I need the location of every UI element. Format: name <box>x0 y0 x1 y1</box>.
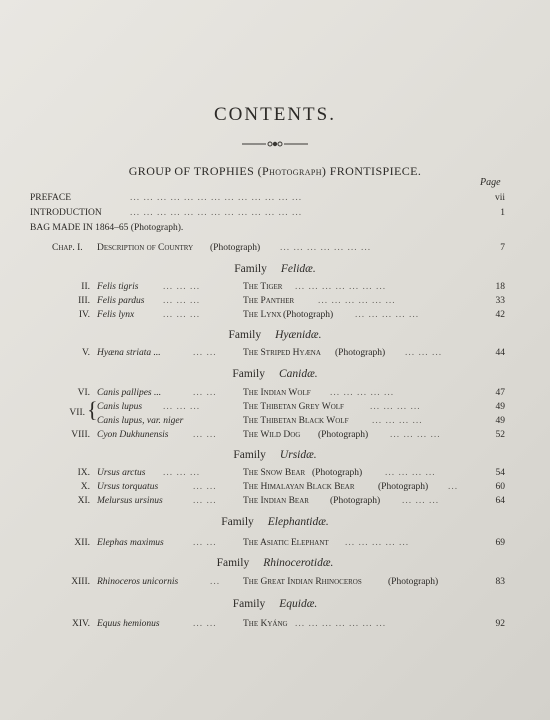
family-label: Family <box>232 598 266 610</box>
leader-dots: ... ... ... ... ... ... ... ... ... ... ... ... ... <box>130 208 303 218</box>
entry-extra: (Photograph) <box>330 496 381 506</box>
toc-entry <box>0 577 550 591</box>
frontispiece-tail: ) FRONTISPIECE. <box>321 164 422 178</box>
toc-row-bag <box>0 223 550 237</box>
toc-entry <box>0 296 550 310</box>
entry-number: XIV. <box>71 619 90 629</box>
leader-dots: ... ... ... ... ... <box>355 310 420 320</box>
toc-entry <box>0 538 550 552</box>
entry-number: XIII. <box>71 577 90 587</box>
entry-number: VII. <box>69 408 85 418</box>
leader-dots: ... ... <box>193 619 217 629</box>
entry-scientific-name: Canis lupus, var. niger <box>97 416 184 426</box>
entry-page: 33 <box>495 296 505 306</box>
entry-number: III. <box>78 296 90 306</box>
leader-dots: ... ... ... <box>163 310 201 320</box>
entry-scientific-name: Canis pallipes ... <box>97 388 162 398</box>
entry-scientific-name: Melursus ursinus <box>97 496 163 506</box>
entry-scientific-name: Equus hemionus <box>97 619 160 629</box>
family-name: Ursidæ. <box>279 449 317 461</box>
entry-scientific-name: Hyæna striata ... <box>97 348 161 358</box>
entry-scientific-name: Felis lynx <box>97 310 135 320</box>
brace-mark: { <box>87 397 98 422</box>
entry-number: XII. <box>74 538 90 548</box>
entry-common-name: The Indian Bear <box>243 496 309 506</box>
family-label: Family <box>233 449 266 461</box>
family-heading <box>0 449 550 461</box>
toc-page: 1 <box>500 208 505 218</box>
leader-dots: ... ... <box>193 388 217 398</box>
family-name: Felidæ. <box>280 263 316 275</box>
entry-common-name: The Striped Hyæna <box>243 348 321 358</box>
family-name: Equidæ. <box>279 598 318 610</box>
toc-entry <box>0 402 550 416</box>
entry-scientific-name: Elephas maximus <box>97 538 164 548</box>
toc-page: vii <box>494 193 505 203</box>
entry-page: 54 <box>495 468 505 478</box>
leader-dots: ... <box>448 482 459 492</box>
family-heading <box>0 516 550 528</box>
toc-entry <box>0 619 550 633</box>
toc-row-introduction <box>0 208 550 222</box>
toc-label: BAG MADE IN 1864–65 (Photograph). <box>30 223 184 233</box>
family-name: Canidæ. <box>278 368 318 380</box>
leader-dots: ... ... ... ... <box>385 468 436 478</box>
entry-scientific-name: Ursus arctus <box>97 468 146 478</box>
leader-dots: ... ... <box>193 482 217 492</box>
toc-entry <box>0 482 550 496</box>
entry-scientific-name: Cyon Dukhunensis <box>97 430 169 440</box>
toc-entry <box>0 416 550 430</box>
chapter-extra: (Photograph) <box>210 243 261 253</box>
entry-page: 92 <box>495 619 505 629</box>
entry-page: 60 <box>495 482 505 492</box>
frontispiece-lead: GROUP OF TROPHIES ( <box>128 164 263 178</box>
leader-dots: ... ... ... ... ... ... ... <box>280 243 372 253</box>
toc-label: INTRODUCTION <box>30 208 102 218</box>
entry-common-name: The Indian Wolf <box>243 388 311 398</box>
toc-entry <box>0 496 550 510</box>
entry-extra: (Photograph) <box>335 348 386 358</box>
entry-number: IX. <box>77 468 90 478</box>
page-column-header: Page <box>480 177 501 188</box>
family-label: Family <box>216 557 250 569</box>
family-heading <box>0 329 550 341</box>
family-label: Family <box>234 263 267 275</box>
entry-common-name: The Thibetan Black Wolf <box>243 416 349 426</box>
entry-number: VI. <box>77 388 90 398</box>
entry-page: 18 <box>495 282 505 292</box>
entry-scientific-name: Canis lupus <box>97 402 143 412</box>
entry-common-name: The Tiger <box>243 282 283 292</box>
leader-dots: ... ... ... <box>163 282 201 292</box>
entry-extra: (Photograph) <box>283 310 334 320</box>
entry-page: 49 <box>495 416 505 426</box>
entry-page: 49 <box>495 402 505 412</box>
entry-scientific-name: Rhinoceros unicornis <box>97 577 179 587</box>
entry-number: II. <box>81 282 90 292</box>
family-name: Hyænidæ. <box>275 329 322 341</box>
family-heading <box>0 368 550 380</box>
entry-common-name: The Lynx <box>243 310 282 320</box>
entry-common-name: The Thibetan Grey Wolf <box>243 402 344 412</box>
entry-number: X. <box>80 482 90 492</box>
entry-common-name: The Himalayan Black Bear <box>243 482 355 492</box>
entry-scientific-name: Ursus torquatus <box>97 482 159 492</box>
family-heading <box>0 263 550 275</box>
leader-dots: ... ... <box>193 430 217 440</box>
entry-extra: (Photograph) <box>378 482 429 492</box>
ornament-icon <box>240 140 310 148</box>
family-name: Elephantidæ. <box>267 516 329 528</box>
ornament-divider <box>240 140 310 148</box>
frontispiece-line <box>0 164 550 179</box>
entry-number: VIII. <box>71 430 90 440</box>
leader-dots: ... <box>210 577 221 587</box>
chapter-label: Chap. I. <box>52 243 83 253</box>
family-label: Family <box>221 516 254 528</box>
entry-scientific-name: Felis tigris <box>97 282 139 292</box>
toc-page: 7 <box>500 243 505 253</box>
entry-page: 44 <box>495 348 505 358</box>
entry-common-name: The Kyáng <box>243 619 288 629</box>
entry-extra: (Photograph) <box>312 468 363 478</box>
leader-dots: ... ... ... ... ... ... ... ... ... ... ... ... ... <box>130 193 303 203</box>
toc-label: PREFACE <box>30 193 72 203</box>
entry-page: 69 <box>495 538 505 548</box>
leader-dots: ... ... ... ... ... ... <box>318 296 396 306</box>
entry-page: 64 <box>495 496 505 506</box>
entry-scientific-name: Felis pardus <box>97 296 145 306</box>
leader-dots: ... ... <box>193 538 217 548</box>
leader-dots: ... ... ... ... ... <box>330 388 395 398</box>
leader-dots: ... ... ... <box>402 496 440 506</box>
leader-dots: ... ... ... <box>163 296 201 306</box>
entry-extra: (Photograph) <box>388 577 439 587</box>
entry-common-name: The Panther <box>243 296 295 306</box>
leader-dots: ... ... ... <box>405 348 443 358</box>
entry-page: 47 <box>495 388 505 398</box>
frontispiece-photo: Photograph <box>262 164 322 178</box>
toc-entry <box>0 468 550 482</box>
family-name: Rhinocerotidæ. <box>263 557 334 569</box>
entry-common-name: The Snow Bear <box>243 468 306 478</box>
page-title: CONTENTS. <box>214 104 336 125</box>
toc-entry <box>0 348 550 362</box>
chapter-title: Description of Country <box>97 243 194 253</box>
family-label: Family <box>228 329 262 341</box>
leader-dots: ... ... ... ... <box>390 430 441 440</box>
leader-dots: ... ... ... <box>163 468 201 478</box>
leader-dots: ... ... ... ... ... ... ... <box>295 282 387 292</box>
toc-row-preface <box>0 193 550 207</box>
entry-common-name: The Great Indian Rhinoceros <box>243 577 362 587</box>
entry-extra: (Photograph) <box>318 430 369 440</box>
family-heading <box>0 557 550 569</box>
leader-dots: ... ... <box>193 348 217 358</box>
entry-number: IV. <box>78 310 90 320</box>
leader-dots: ... ... ... ... <box>370 402 421 412</box>
toc-entry <box>0 310 550 324</box>
entry-common-name: The Wild Dog <box>243 430 301 440</box>
entry-page: 52 <box>495 430 505 440</box>
entry-page: 42 <box>495 310 505 320</box>
leader-dots: ... ... ... ... ... <box>345 538 410 548</box>
family-heading <box>0 598 550 610</box>
toc-entry <box>0 430 550 444</box>
entry-number: XI. <box>77 496 90 506</box>
family-label: Family <box>232 368 265 380</box>
toc-entry <box>0 282 550 296</box>
leader-dots: ... ... ... ... ... ... ... <box>295 619 387 629</box>
leader-dots: ... ... <box>193 496 217 506</box>
toc-entry <box>0 388 550 402</box>
leader-dots: ... ... ... ... <box>372 416 423 426</box>
entry-common-name: The Asiatic Elephant <box>243 538 329 548</box>
entry-number: V. <box>81 348 90 358</box>
entry-page: 83 <box>495 577 505 587</box>
toc-row-chapter-1 <box>0 243 550 257</box>
leader-dots: ... ... ... <box>163 402 201 412</box>
